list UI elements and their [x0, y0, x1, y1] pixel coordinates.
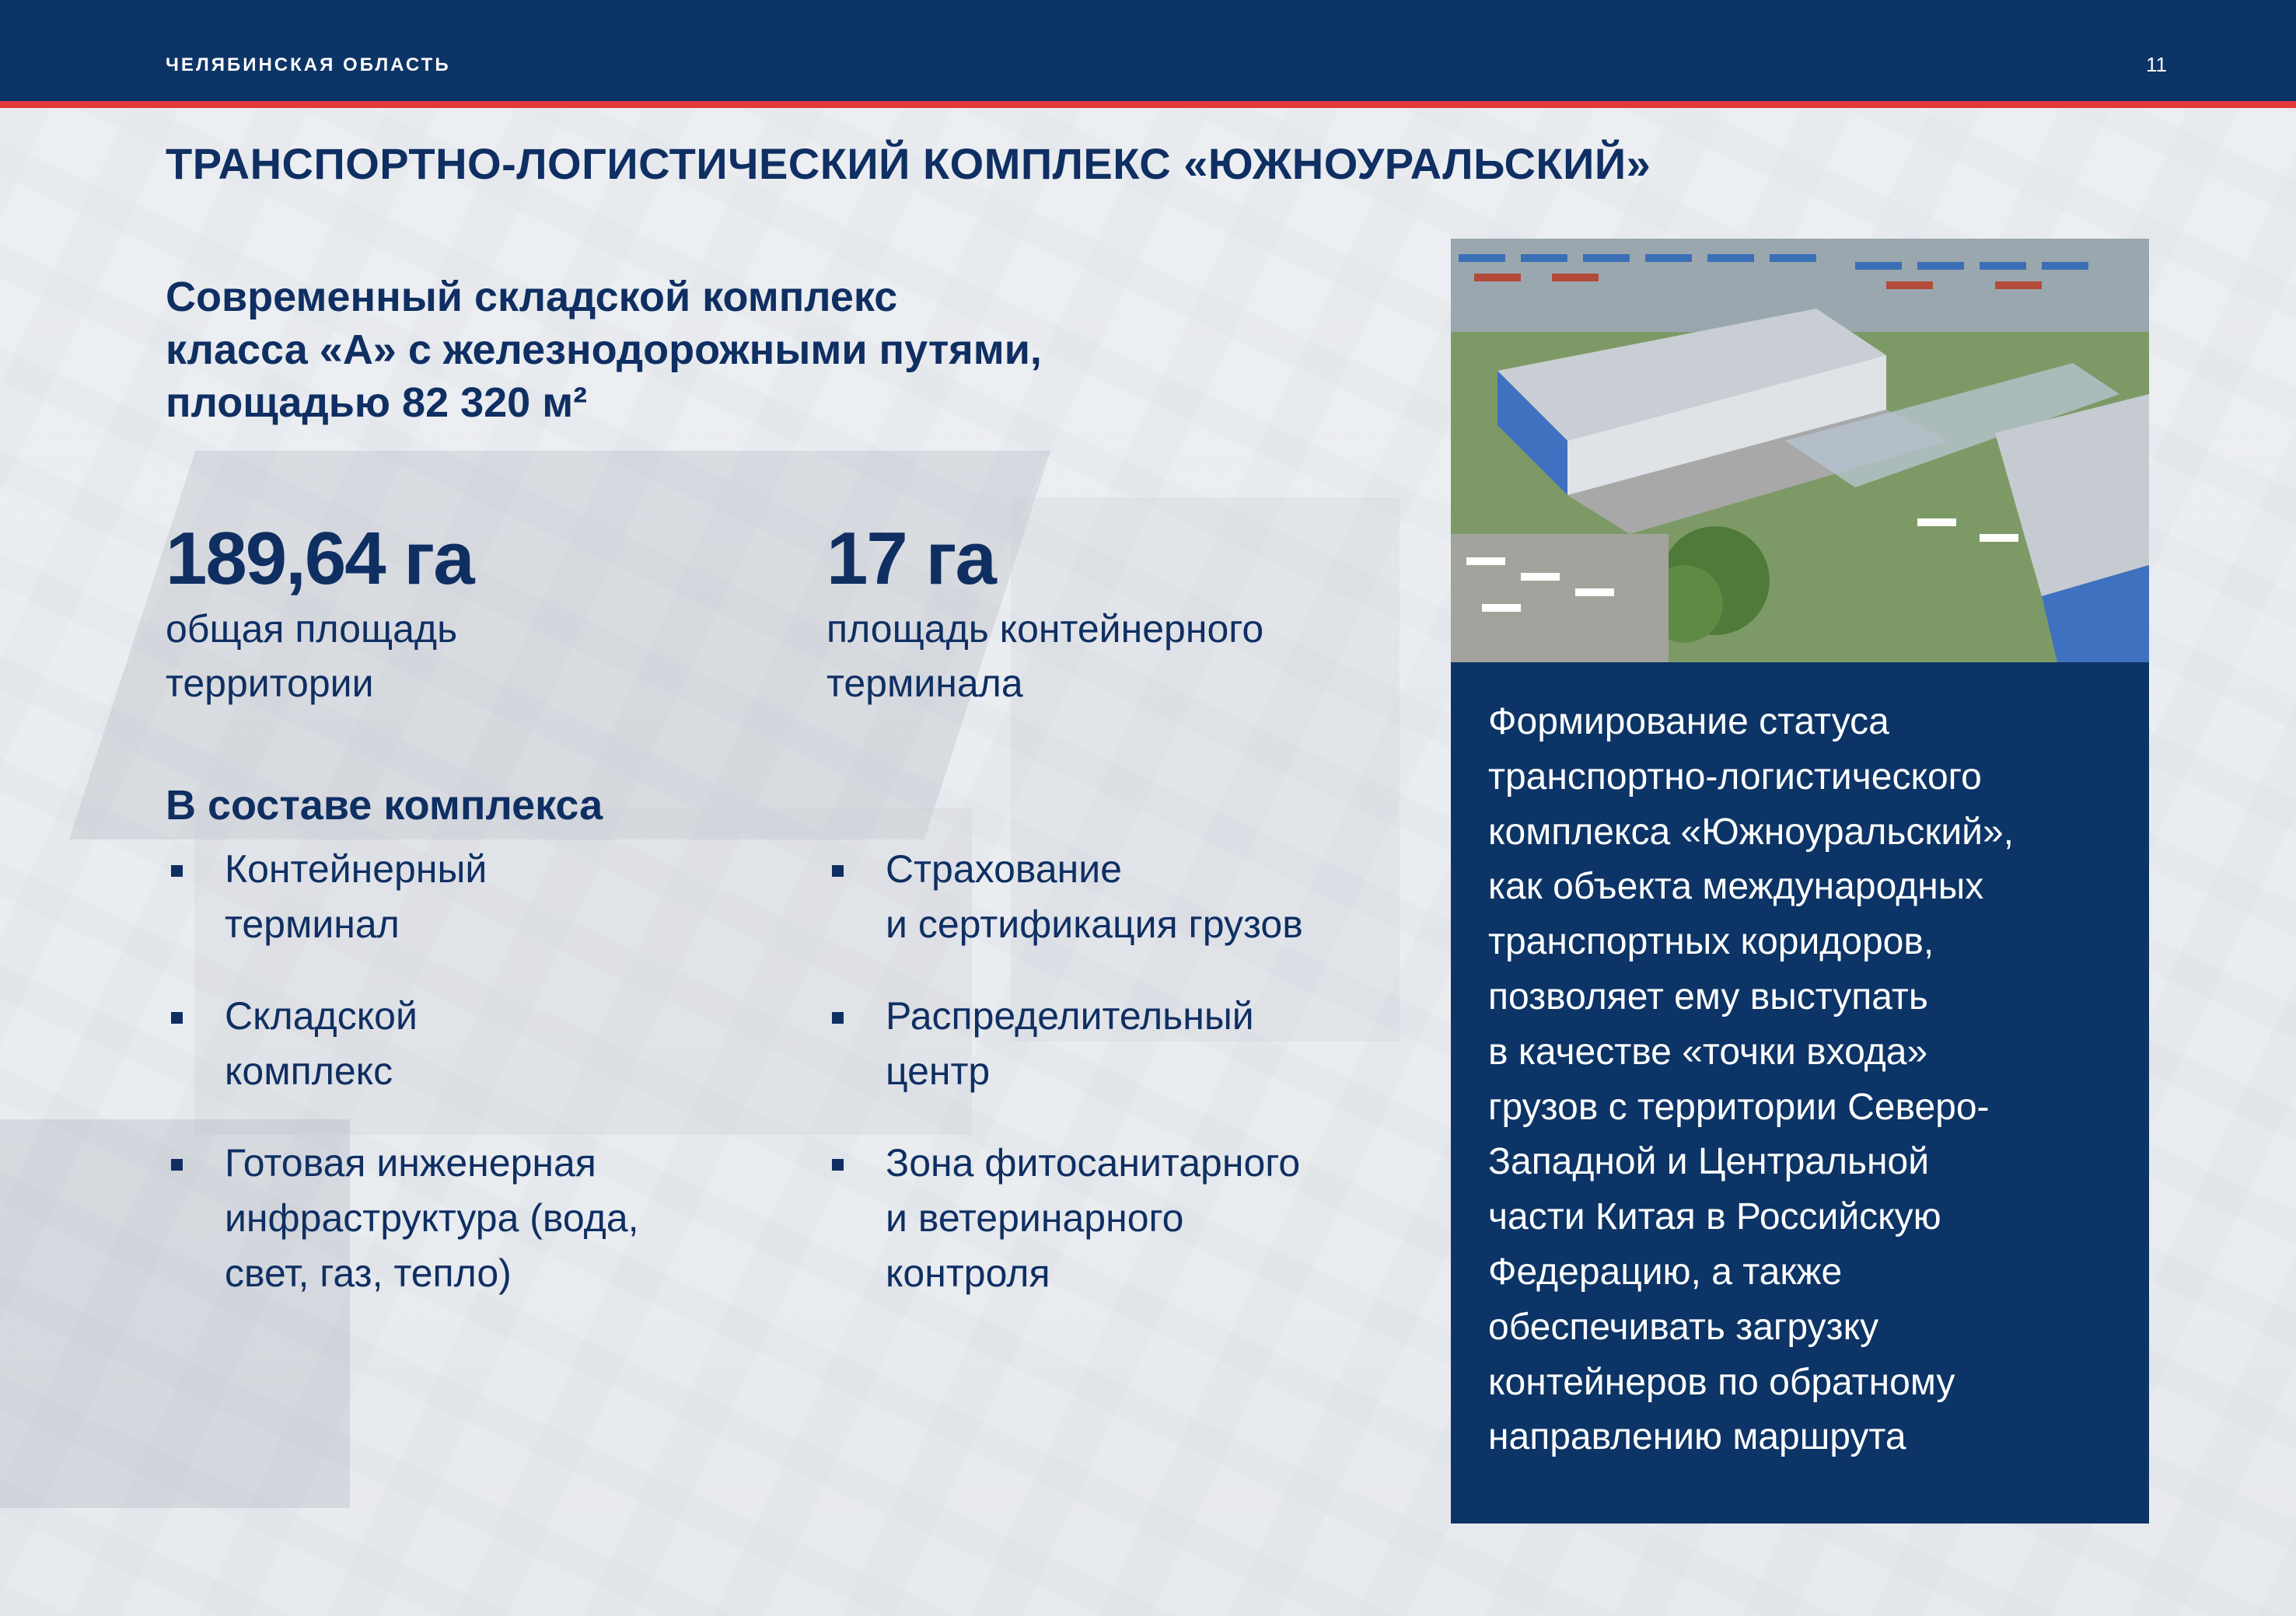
stat-label-line: терминала: [826, 661, 1023, 705]
list-item-line: Готовая инженерная: [225, 1141, 596, 1185]
composition-list-left: [166, 842, 639, 1338]
info-line: обеспечивать загрузку: [1488, 1306, 1879, 1348]
list-item: [826, 989, 1303, 1099]
bullet-square-icon: [171, 1012, 183, 1024]
composition-heading: В составе комплекса: [166, 782, 603, 829]
info-line: части Китая в Российскую: [1488, 1196, 1941, 1238]
list-item-line: и сертификация грузов: [886, 902, 1303, 946]
list-item: [166, 989, 639, 1099]
header-accent-line: [0, 101, 2296, 108]
list-item-line: и ветеринарного: [886, 1196, 1184, 1240]
info-line: комплекса «Южноуральский»,: [1488, 811, 2014, 853]
stat-total-area: [166, 516, 474, 710]
list-item-line: Складской: [225, 994, 418, 1038]
bullet-square-icon: [171, 1159, 183, 1171]
header-bar: [0, 0, 2296, 101]
stat-value: 17 га: [826, 517, 995, 600]
page-number: 11: [2146, 53, 2167, 76]
stat-label: [166, 602, 474, 710]
stat-label: [826, 602, 1263, 710]
info-line: Федерацию, а также: [1488, 1251, 1843, 1293]
list-item: [166, 1136, 639, 1301]
info-line: транспортных коридоров,: [1488, 921, 1934, 963]
info-line: как объекта международных: [1488, 866, 1984, 908]
info-line: грузов с территории Северо-: [1488, 1086, 1990, 1128]
list-item-line: Страхование: [886, 847, 1123, 891]
subtitle-line: Современный складской комплекс: [166, 274, 898, 320]
list-item-line: центр: [886, 1049, 991, 1093]
list-item-line: свет, газ, тепло): [225, 1251, 512, 1295]
info-line: Западной и Центральной: [1488, 1141, 1929, 1183]
info-line: направлению маршрута: [1488, 1416, 1906, 1458]
list-item-line: контроля: [886, 1251, 1050, 1295]
bullet-square-icon: [832, 1012, 844, 1024]
info-line: транспортно-логистического: [1488, 756, 1982, 798]
list-item: [826, 842, 1303, 952]
page-title: ТРАНСПОРТНО-ЛОГИСТИЧЕСКИЙ КОМПЛЕКС «ЮЖНОУРАЛЬСКИЙ»: [166, 139, 1651, 188]
stat-label-line: территории: [166, 661, 374, 705]
info-line: в качестве «точки входа»: [1488, 1031, 1928, 1073]
bullet-square-icon: [171, 865, 183, 877]
list-item-line: Контейнерный: [225, 847, 488, 891]
info-line: контейнеров по обратному: [1488, 1361, 1955, 1403]
list-item: [166, 842, 639, 952]
stat-container-terminal-area: [826, 516, 1263, 710]
composition-list-right: [826, 842, 1303, 1338]
subtitle: [166, 270, 1379, 429]
bullet-square-icon: [832, 865, 844, 877]
info-line: позволяет ему выступать: [1488, 976, 1928, 1017]
region-label: ЧЕЛЯБИНСКАЯ ОБЛАСТЬ: [166, 54, 451, 75]
list-item-line: терминал: [225, 902, 400, 946]
stat-label-line: общая площадь: [166, 607, 458, 651]
logistics-complex-photo: [1451, 239, 2149, 662]
list-item: [826, 1136, 1303, 1301]
list-item-line: Зона фитосанитарного: [886, 1141, 1301, 1185]
stat-label-line: площадь контейнерного: [826, 607, 1264, 651]
stat-value: 189,64 га: [166, 517, 474, 600]
list-item-line: инфраструктура (вода,: [225, 1196, 639, 1240]
list-item-line: комплекс: [225, 1049, 393, 1093]
info-box-text: [1488, 695, 2014, 1465]
subtitle-line: класса «А» с железнодорожными путями,: [166, 326, 1042, 373]
subtitle-line: площадью 82 320 м²: [166, 379, 588, 426]
info-box: [1451, 662, 2149, 1524]
list-item-line: Распределительный: [886, 994, 1254, 1038]
bullet-square-icon: [832, 1159, 844, 1171]
info-line: Формирование статуса: [1488, 701, 1889, 742]
